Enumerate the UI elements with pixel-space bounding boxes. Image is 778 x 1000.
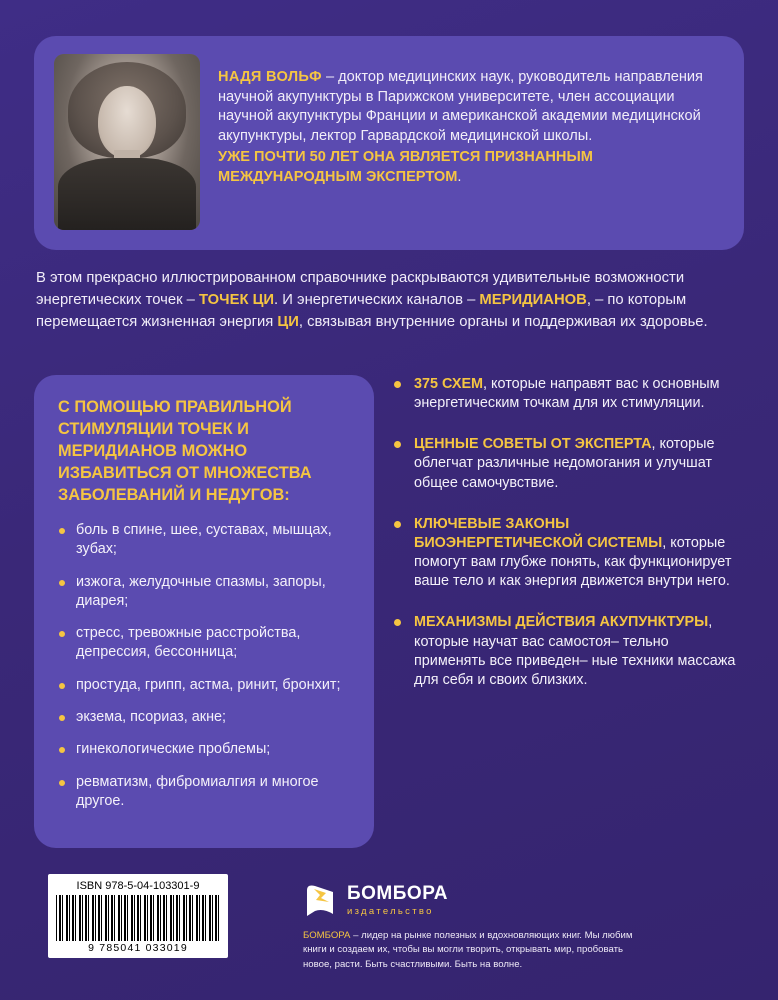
feature-item [392,515,736,592]
feature-head: КЛЮЧЕВЫЕ ЗАКОНЫ БИОЭНЕРГЕТИЧЕСКОЙ СИСТЕМЫ [414,515,663,551]
author-card [34,36,744,250]
intro-gold2: МЕРИДИАНОВ [479,291,587,308]
feature-head-tail: , [483,376,488,392]
feature-head-tail: , [708,614,713,631]
publisher-description [303,929,633,972]
list-item: простуда, грипп, астма, ринит, бронхит; [58,676,352,695]
list-item: гинекологические проблемы; [58,740,352,759]
publisher-desc-body: Мы любим книги и создаем их, чтобы вы могли творить, открывать мир, пробовать новое, расти. Быть счастливыми. Быть на волне. [303,930,633,970]
author-bio: – доктор медицинских наук, руководитель направления научной акупунктуры в Парижском университете, член ассоциации научной акупунктуры Франции и американской академии медицинской акупунктуры, лектор Гарвардской медицинской школы. [218,69,703,144]
author-highlight: УЖЕ ПОЧТИ 50 ЛЕТ ОНА ЯВЛЯЕТСЯ ПРИЗНАННЫМ МЕЖДУНАРОДНЫМ ЭКСПЕРТОМ. [218,149,593,185]
list-item: боль в спине, шее, суставах, мышцах, зубах; [58,521,352,560]
publisher-logo-icon [303,880,337,920]
feature-head: ЦЕННЫЕ СОВЕТЫ ОТ ЭКСПЕРТА [414,436,652,453]
intro-gold3: ЦИ [277,313,299,330]
author-bio-block [218,54,724,230]
features-panel [392,375,744,712]
publisher-subtitle: издательство [347,905,434,917]
intro-part4: , связывая внутренние органы и поддерживая их здоровье. [298,313,708,330]
author-portrait [54,54,200,230]
intro-part2: . И энергетических каналов – [274,291,480,308]
list-item: изжога, желудочные спазмы, запоры, диарея; [58,573,352,612]
ailments-panel [34,375,374,848]
feature-head-tail: , [662,534,667,551]
list-item: стресс, тревожные расстройства, депрессия, бессонница; [58,624,352,663]
feature-body: которые научат вас самостоя– тельно применять все приведен– ные техники массажа для себя и своих близких. [414,633,736,688]
barcode-digits: 9 785041 033019 [88,942,188,954]
feature-head-tail: , [651,436,656,453]
feature-body: которые помогут вам глубже понять, как функционирует ваше тело и как энергия движется внутри него. [414,534,732,590]
publisher-desc-name: БОМБОРА [303,930,351,941]
ailments-panel-title: С ПОМОЩЬЮ ПРАВИЛЬНОЙ СТИМУЛЯЦИИ ТОЧЕК И МЕРИДИАНОВ МОЖНО ИЗБАВИТЬСЯ ОТ МНОЖЕСТВА ЗАБОЛЕВАНИЙ И НЕДУГОВ: [58,398,312,504]
author-name: НАДЯ ВОЛЬФ [218,69,322,85]
feature-item [392,375,736,413]
author-highlight-tail: . [457,168,462,185]
feature-head: МЕХАНИЗМЫ ДЕЙСТВИЯ АКУПУНКТУРЫ [414,614,709,631]
list-item: ревматизм, фибромиалгия и многое другое. [58,773,352,812]
feature-head: 375 СХЕМ [414,376,484,392]
barcode-block [48,874,228,958]
publisher-name: БОМБОРА [347,882,448,904]
feature-body: которые направят вас к основным энергетическим точкам для их стимуляции. [414,376,720,412]
isbn-text: ISBN 978-5-04-103301-9 [76,880,200,892]
barcode-bars [56,895,220,941]
intro-part3: , – по которым перемещается жизненная энергия [36,291,687,330]
publisher-desc-tagline: – лидер на рынке полезных и вдохновляющих книг. [350,930,582,941]
intro-paragraph [36,268,742,334]
feature-item [392,613,736,690]
ailments-list [58,521,352,811]
feature-body: которые облегчат различные недомогания и улучшат общее самочувствие. [414,436,715,491]
intro-gold1: ТОЧЕК ЦИ [199,291,275,308]
publisher-block [303,880,743,972]
intro-part1: В этом прекрасно иллюстрированном справочнике раскрываются удивительные возможности энергетических точек – [36,270,685,308]
list-item: экзема, псориаз, акне; [58,708,352,727]
feature-item [392,435,736,492]
